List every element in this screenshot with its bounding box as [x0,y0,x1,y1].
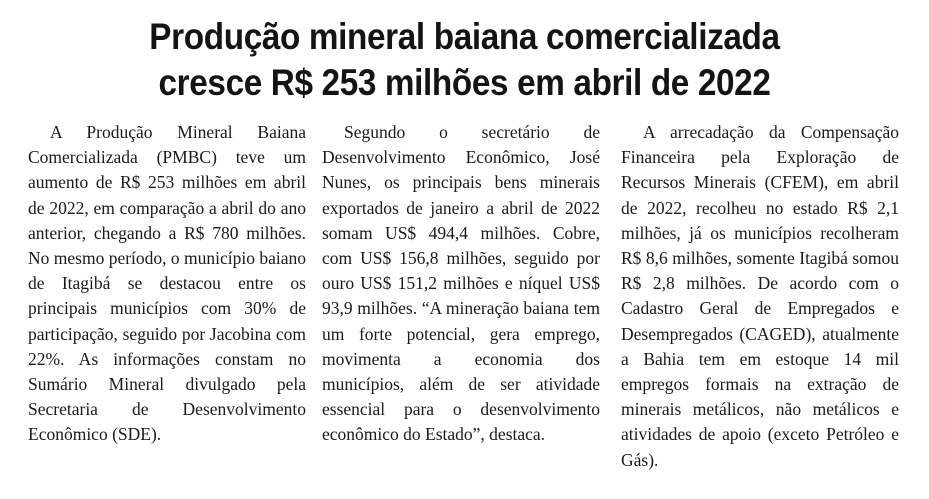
article-body [0,120,929,490]
article-column-1 [28,120,306,448]
column-3-text: A arrecadação da Compensação Financeira pela Exploração de Recursos Minerais (CFEM), em abril de 2022, recolheu no estado R$ 2,1 milhões, já os municípios recolheram R$ 8,6 milhões, somente Itagibá somou R$ 2,8 milhões. De acordo com o Cadastro Geral de Empregados e Desempregados (CAGED), atualmente a Bahia tem em estoque 14 mil empregos formais na extração de minerais metálicos, não metálicos e atividades de apoio (exceto Petróleo e Gás). [621,122,899,470]
column-2-text: Segundo o secretário de Desenvolvimento Econômico, José Nunes, os principais bens minerais exportados de janeiro a abril de 2022 somam US$ 494,4 milhões. Cobre, com US$ 156,8 milhões, seguido por ouro US$ 151,2 milhões e níquel US$ 93,9 milhões. “A mineração baiana tem um forte potencial, gera emprego, movimenta a economia dos municípios, além de ser atividade essencial para o desenvolvimento econômico do Estado”, destaca. [322,122,600,445]
headline-line-2: cresce R$ 253 milhões em abril de 2022 [158,62,771,103]
article-headline [46,14,882,106]
article-column-2 [322,120,600,448]
column-1-text: A Produção Mineral Baiana Comercializada (PMBC) teve um aumento de R$ 253 milhões em abril de 2022, em comparação a abril do ano anterior, chegando a R$ 780 milhões. No mesmo período, o município baiano de Itagibá se destacou entre os principais municípios com 30% de participação, seguido por Jacobina com 22%. As informações constam no Sumário Mineral divulgado pela Secretaria de Desenvolvimento Econômico (SDE). [28,122,307,445]
headline-line-1: Produção mineral baiana comercializada [149,16,780,57]
article-column-3 [621,120,899,473]
